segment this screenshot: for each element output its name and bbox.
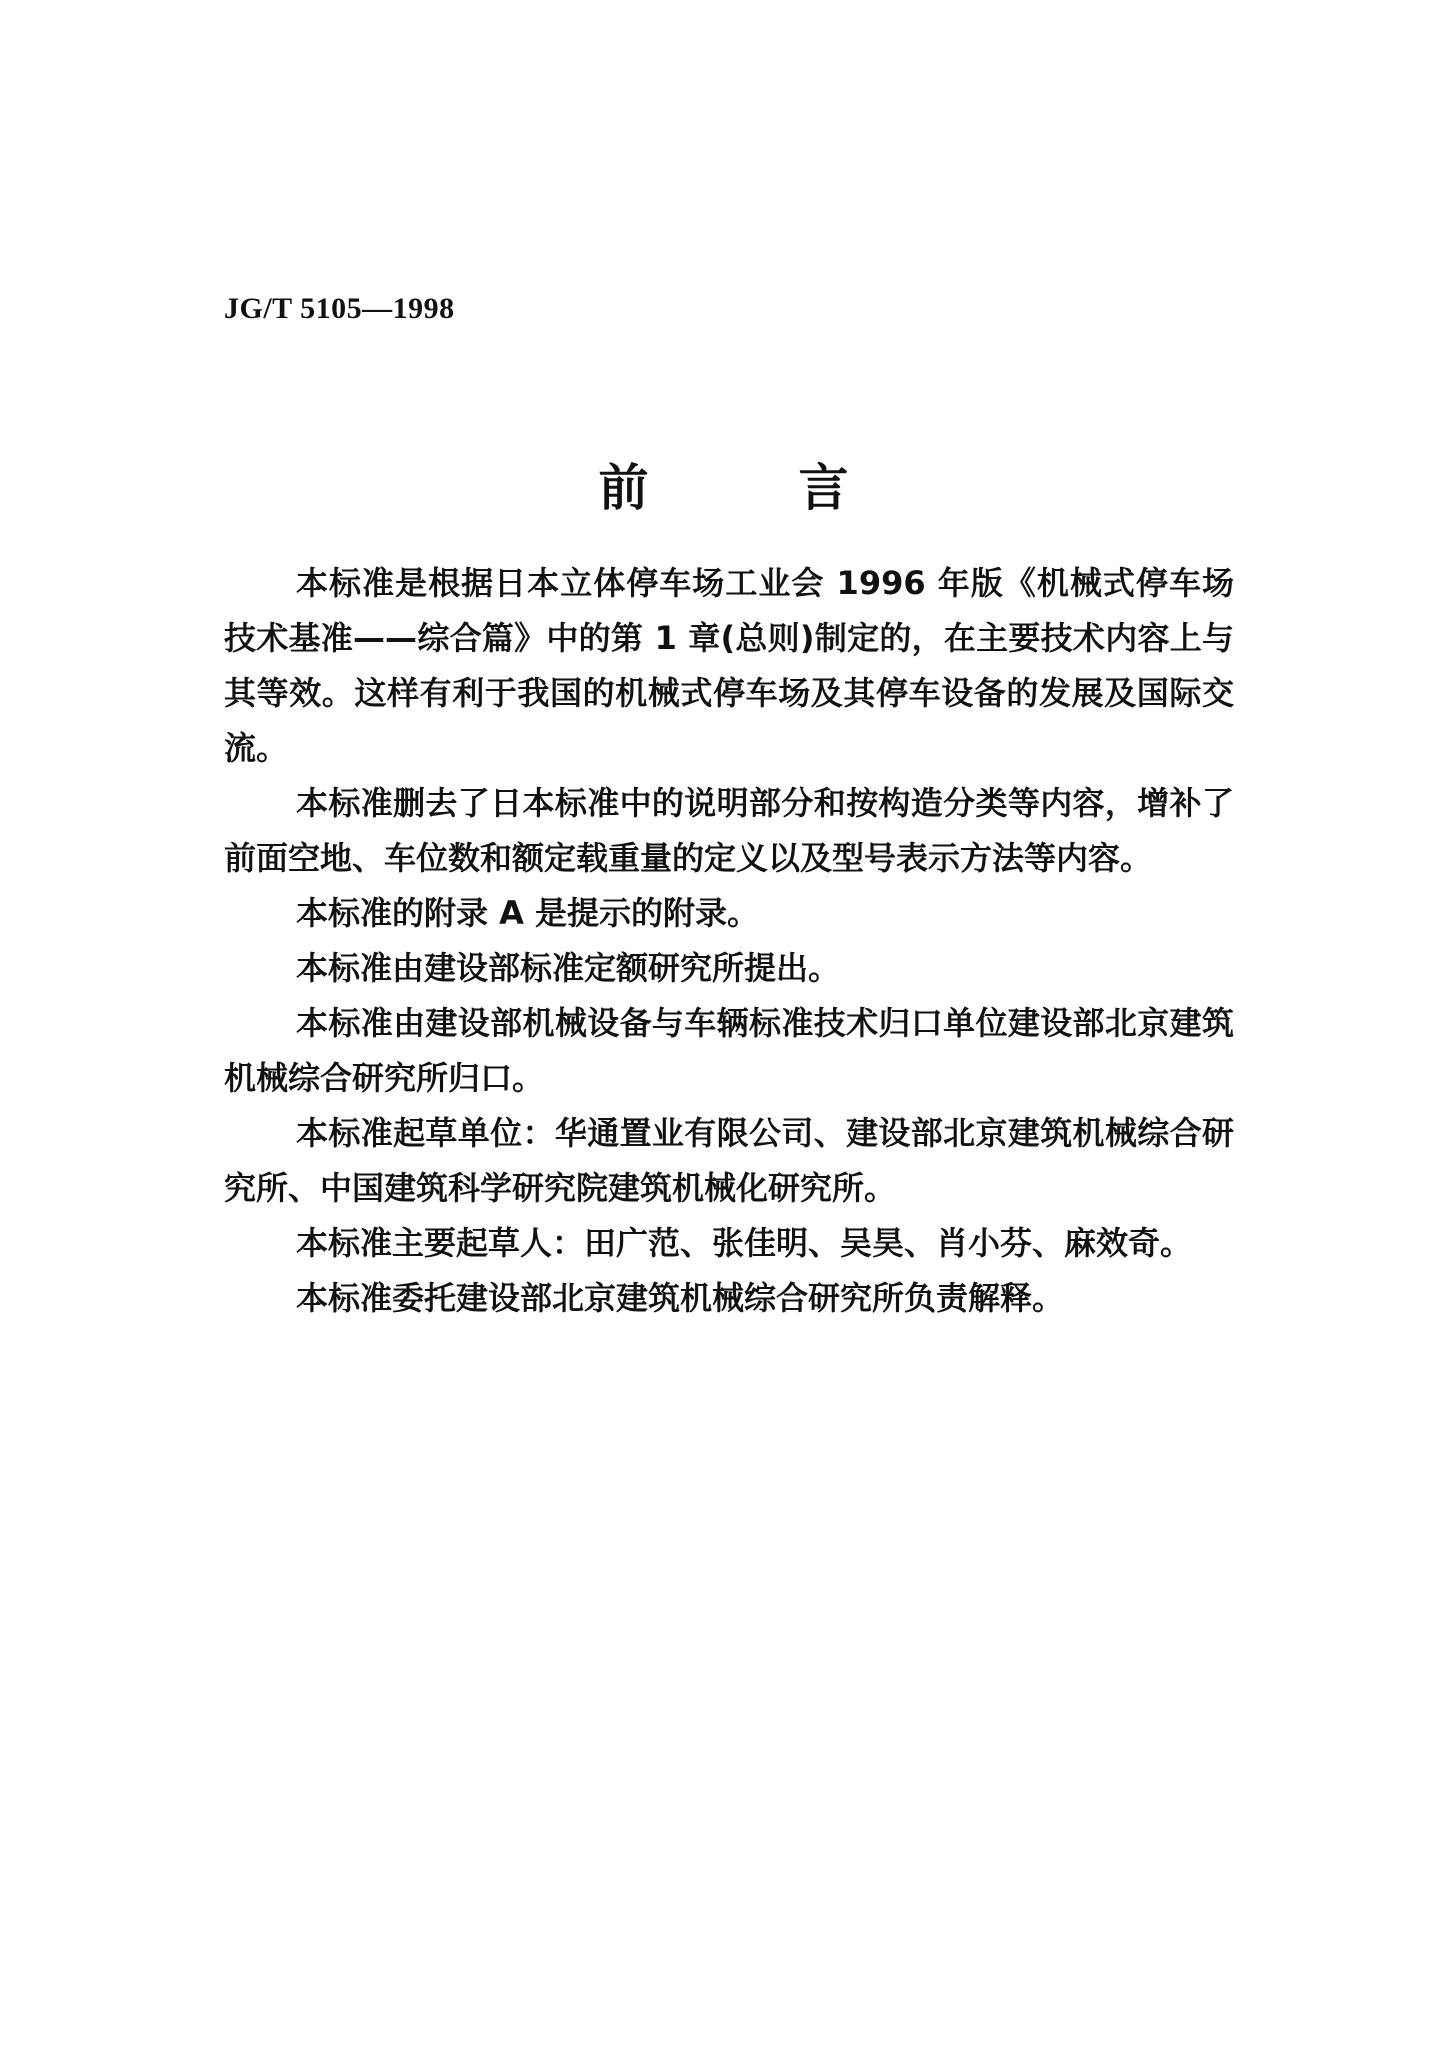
paragraph-changes: 本标准删去了日本标准中的说明部分和按构造分类等内容，增补了前面空地、车位数和额定载重量的定义以及型号表示方法等内容。 xyxy=(224,784,1234,877)
paragraph-basis: 本标准是根据日本立体停车场工业会 1996 年版《机械式停车场技术基准——综合篇》中的第 1 章(总则)制定的，在主要技术内容上与其等效。这样有利于我国的机械式停车场及其停车设备的发展及国际交流。 xyxy=(224,564,1234,767)
page-title xyxy=(0,448,1447,520)
paragraph-centralized: 本标准由建设部机械设备与车辆标准技术归口单位建设部北京建筑机械综合研究所归口。 xyxy=(224,1004,1234,1097)
paragraph-appendix: 本标准的附录 A 是提示的附录。 xyxy=(296,894,760,932)
standard-code: JG/T 5105—1998 xyxy=(224,292,455,325)
preface-body xyxy=(224,556,1234,1326)
paragraph-drafting-units: 本标准起草单位：华通置业有限公司、建设部北京建筑机械综合研究所、中国建筑科学研究院建筑机械化研究所。 xyxy=(224,1114,1234,1207)
title-char-1: 前 xyxy=(598,459,649,517)
paragraph-drafters: 本标准主要起草人：田广范、张佳明、吴昊、肖小芬、麻效奇。 xyxy=(296,1224,1193,1262)
paragraph-interpretation: 本标准委托建设部北京建筑机械综合研究所负责解释。 xyxy=(296,1279,1065,1317)
paragraph-proposer: 本标准由建设部标准定额研究所提出。 xyxy=(296,949,841,987)
title-char-2: 言 xyxy=(798,459,849,517)
